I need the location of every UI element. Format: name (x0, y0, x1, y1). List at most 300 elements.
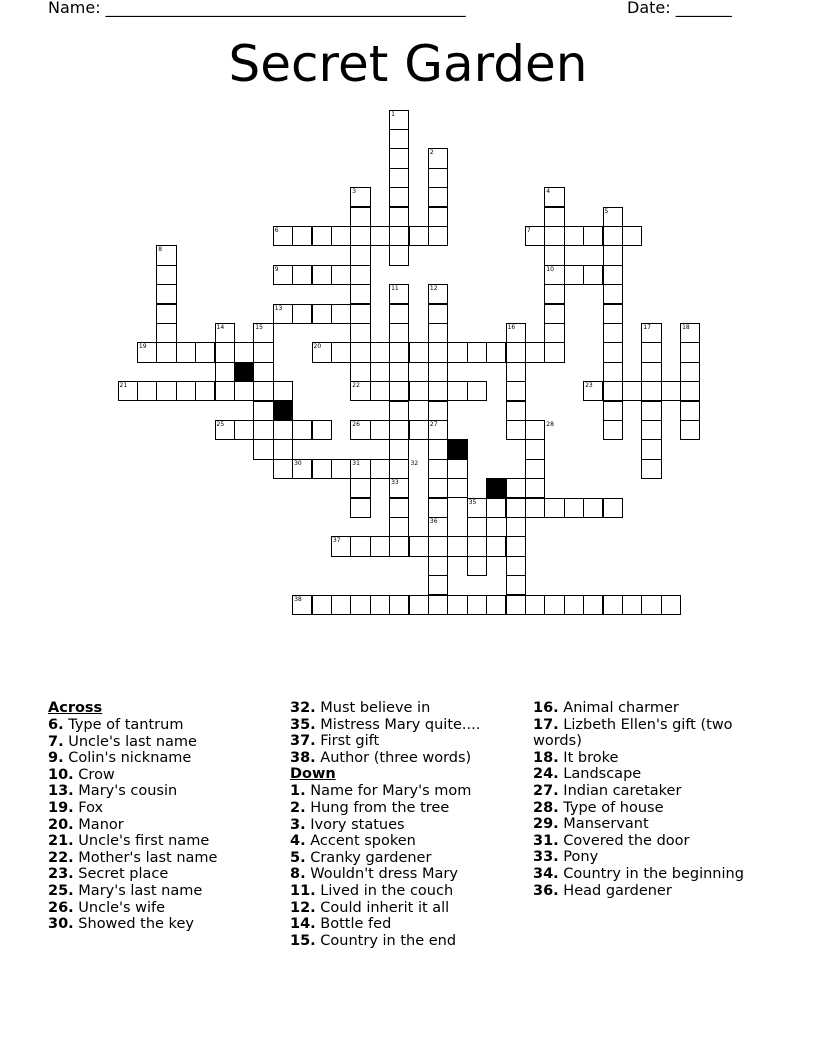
grid-cell[interactable] (641, 362, 661, 382)
clue-number: 34 (488, 479, 496, 487)
grid-cell[interactable] (467, 342, 487, 362)
grid-cell[interactable] (486, 595, 506, 615)
grid-cell[interactable] (544, 498, 564, 518)
grid-cell[interactable] (583, 226, 603, 246)
clue-text: Manor (73, 816, 124, 833)
grid-cell[interactable] (350, 595, 370, 615)
grid-cell[interactable] (467, 517, 487, 537)
grid-cell[interactable] (525, 459, 545, 479)
clue-number-label: 12. (290, 899, 316, 916)
grid-cell[interactable] (292, 420, 312, 440)
grid-cell[interactable] (331, 459, 351, 479)
date-field[interactable]: Date: _______ (627, 0, 732, 17)
clue (48, 717, 278, 734)
clue-text: Head gardener (558, 882, 672, 899)
grid-cell[interactable] (312, 420, 332, 440)
grid-cell[interactable] (370, 595, 390, 615)
grid-cell[interactable] (350, 207, 370, 227)
clue-text: Mary's cousin (73, 783, 178, 800)
grid-cell[interactable] (506, 362, 526, 382)
grid-cell[interactable] (370, 420, 390, 440)
grid-cell[interactable] (680, 420, 700, 440)
grid-cell[interactable] (603, 265, 623, 285)
clue-number: 7 (526, 226, 531, 234)
grid-cell[interactable] (156, 304, 176, 324)
grid-cell[interactable] (253, 362, 273, 382)
clue-number: 28 (546, 420, 554, 428)
grid-cell[interactable] (428, 207, 448, 227)
clue-text: Manservant (558, 816, 649, 833)
grid-cell[interactable] (603, 401, 623, 421)
grid-cell[interactable] (506, 342, 526, 362)
grid-cell[interactable] (370, 342, 390, 362)
clue-number: 19 (138, 343, 147, 351)
grid-cell[interactable] (525, 439, 545, 459)
clue-number-label: 18. (533, 749, 559, 766)
clue-number: 4 (546, 188, 551, 196)
clue-text: Must believe in (315, 700, 431, 716)
grid-cell[interactable] (506, 556, 526, 576)
clue-number-label: 29. (533, 816, 559, 833)
grid-cell[interactable] (428, 556, 448, 576)
grid-cell[interactable] (641, 439, 661, 459)
grid-cell[interactable] (680, 362, 700, 382)
grid-cell[interactable] (389, 207, 409, 227)
clue-number: 16 (507, 323, 516, 331)
grid-cell[interactable] (156, 323, 176, 343)
clue (533, 700, 778, 717)
grid-cell[interactable] (389, 401, 409, 421)
grid-cell[interactable] (525, 478, 545, 498)
grid-cell[interactable] (428, 459, 448, 479)
clue-number-label: 8. (290, 866, 306, 883)
grid-cell[interactable] (389, 536, 409, 556)
grid-cell[interactable] (506, 595, 526, 615)
clue (533, 783, 778, 800)
grid-cell[interactable] (253, 381, 273, 401)
clue-text: Crow (73, 766, 115, 783)
clue-number-label: 5. (290, 849, 306, 866)
grid-cell[interactable] (486, 498, 506, 518)
grid-cell[interactable] (428, 498, 448, 518)
grid-cell[interactable] (409, 381, 429, 401)
grid-cell[interactable] (389, 323, 409, 343)
clue-number: 33 (391, 479, 399, 487)
grid-cell[interactable] (603, 284, 623, 304)
clue-number: 5 (604, 207, 609, 215)
grid-cell[interactable] (544, 245, 564, 265)
clue-text: Hung from the tree (305, 799, 450, 816)
grid-cell[interactable] (389, 459, 409, 479)
clue (533, 883, 778, 900)
grid-cell[interactable] (389, 304, 409, 324)
grid-cell[interactable] (350, 284, 370, 304)
clue-text: Ivory statues (305, 816, 405, 833)
clue-text: Cranky gardener (305, 849, 432, 866)
clue-number-label: 11. (290, 882, 316, 899)
grid-cell[interactable] (370, 381, 390, 401)
clue (533, 750, 778, 767)
grid-cell[interactable] (195, 381, 215, 401)
grid-cell[interactable] (312, 226, 332, 246)
grid-cell[interactable] (350, 304, 370, 324)
grid-cell[interactable] (641, 401, 661, 421)
grid-cell[interactable] (137, 381, 157, 401)
grid-cell[interactable] (641, 595, 661, 615)
grid-cell[interactable] (428, 342, 448, 362)
grid-cell[interactable] (156, 265, 176, 285)
grid-cell[interactable] (428, 226, 448, 246)
grid-cell[interactable] (661, 595, 681, 615)
grid-cell[interactable] (564, 226, 584, 246)
grid-cell[interactable] (312, 595, 332, 615)
puzzle-title: Secret Garden (228, 35, 588, 93)
clue-text: Landscape (558, 766, 642, 783)
grid-cell[interactable] (389, 420, 409, 440)
clue-number-label: 1. (290, 783, 306, 800)
clue-number: 6 (274, 226, 279, 234)
grid-cell[interactable] (622, 595, 642, 615)
clue-number-label: 9. (48, 750, 64, 767)
grid-cell[interactable] (467, 381, 487, 401)
grid-cell[interactable] (389, 595, 409, 615)
clue-number-label: 28. (533, 799, 559, 816)
clue (290, 850, 522, 867)
grid-cell[interactable] (544, 304, 564, 324)
section-heading: Down (290, 766, 336, 783)
grid-cell[interactable] (447, 536, 467, 556)
grid-cell[interactable] (428, 304, 448, 324)
grid-cell[interactable] (544, 284, 564, 304)
clue-number-label: 31. (533, 832, 559, 849)
grid-cell[interactable] (564, 595, 584, 615)
clue (533, 833, 778, 850)
clue-number-label: 26. (48, 899, 74, 916)
grid-cell[interactable] (583, 498, 603, 518)
clue-number: 12 (429, 285, 438, 293)
grid-cell[interactable] (409, 420, 429, 440)
grid-cell[interactable] (467, 556, 487, 576)
clue-text: First gift (315, 733, 380, 750)
grid-cell[interactable] (428, 575, 448, 595)
grid-cell[interactable] (350, 245, 370, 265)
clue (48, 734, 278, 751)
grid-cell[interactable] (331, 595, 351, 615)
grid-cell[interactable] (409, 536, 429, 556)
clue-text: Wouldn't dress Mary (305, 866, 458, 883)
grid-cell[interactable] (156, 284, 176, 304)
name-field[interactable]: Name: _____________________________________________ (48, 0, 466, 17)
grid-cell[interactable] (506, 575, 526, 595)
grid-cell[interactable] (447, 342, 467, 362)
grid-cell[interactable] (195, 342, 215, 362)
grid-cell[interactable] (389, 226, 409, 246)
grid-cell[interactable] (661, 381, 681, 401)
grid-cell[interactable] (273, 381, 293, 401)
clue-number: 37 (332, 537, 341, 545)
grid-cell[interactable] (525, 595, 545, 615)
grid-cell[interactable] (544, 207, 564, 227)
grid-cell[interactable] (603, 304, 623, 324)
grid-cell[interactable] (622, 226, 642, 246)
clue-number-label: 22. (48, 849, 74, 866)
grid-cell[interactable] (641, 420, 661, 440)
clue-text: Uncle's first name (73, 833, 210, 850)
grid-cell[interactable] (215, 342, 235, 362)
grid-cell[interactable] (680, 342, 700, 362)
grid-cell[interactable] (273, 439, 293, 459)
grid-cell[interactable] (253, 439, 273, 459)
grid-cell[interactable] (603, 595, 623, 615)
grid-cell[interactable] (409, 226, 429, 246)
clue (290, 916, 522, 933)
clue-text: Bottle fed (315, 916, 392, 933)
clue-number-label: 7. (48, 733, 64, 750)
clue (290, 900, 522, 917)
grid-cell[interactable] (447, 478, 467, 498)
grid-cell[interactable] (428, 401, 448, 421)
grid-cell[interactable] (525, 342, 545, 362)
grid-cell[interactable] (641, 381, 661, 401)
grid-cell[interactable] (506, 420, 526, 440)
grid-cell[interactable] (253, 401, 273, 421)
clue-number: 3 (352, 188, 357, 196)
grid-cell[interactable] (331, 304, 351, 324)
grid-cell[interactable] (525, 420, 545, 440)
clue-number-label: 33. (533, 849, 559, 866)
grid-cell[interactable] (564, 498, 584, 518)
grid-cell[interactable] (603, 245, 623, 265)
grid-cell[interactable] (603, 323, 623, 343)
grid-cell[interactable] (467, 536, 487, 556)
grid-cell[interactable] (156, 381, 176, 401)
clue-number: 13 (274, 304, 283, 312)
grid-cell[interactable] (680, 381, 700, 401)
grid-cell[interactable] (447, 595, 467, 615)
grid-cell[interactable] (486, 536, 506, 556)
grid-cell[interactable] (370, 536, 390, 556)
grid-cell[interactable] (389, 362, 409, 382)
grid-cell[interactable] (603, 498, 623, 518)
grid-cell[interactable] (350, 342, 370, 362)
clue-number-label: 32. (290, 700, 316, 716)
grid-cell[interactable] (234, 342, 254, 362)
grid-cell[interactable] (350, 265, 370, 285)
grid-cell[interactable] (428, 168, 448, 188)
clue-text: Uncle's wife (73, 899, 166, 916)
clue-number-label: 17. (533, 716, 559, 733)
grid-cell[interactable] (292, 304, 312, 324)
grid-cell[interactable] (544, 323, 564, 343)
grid-cell[interactable] (331, 342, 351, 362)
grid-cell[interactable] (603, 362, 623, 382)
grid-cell[interactable] (350, 323, 370, 343)
clue-text: It broke (558, 749, 619, 766)
grid-cell[interactable] (292, 265, 312, 285)
grid-cell[interactable] (428, 323, 448, 343)
clue-number: 22 (352, 382, 360, 390)
clue (48, 833, 278, 850)
clue-text: Mistress Mary quite.... (315, 716, 481, 733)
clue-text: Colin's nickname (63, 750, 192, 767)
clue-number: 17 (643, 323, 651, 331)
grid-cell[interactable] (350, 478, 370, 498)
grid-cell[interactable] (603, 381, 623, 401)
clue-text: Accent spoken (305, 833, 416, 850)
grid-cell[interactable] (389, 517, 409, 537)
grid-cell[interactable] (467, 595, 487, 615)
grid-cell[interactable] (544, 226, 564, 246)
grid-cell[interactable] (389, 187, 409, 207)
clue-number-label: 34. (533, 865, 559, 882)
clue-text: Lived in the couch (315, 882, 454, 899)
grid-cell[interactable] (389, 245, 409, 265)
grid-cell[interactable] (234, 381, 254, 401)
clue (48, 800, 278, 817)
grid-cell[interactable] (312, 459, 332, 479)
grid-cell[interactable] (506, 478, 526, 498)
grid-cell[interactable] (603, 226, 623, 246)
grid-cell[interactable] (506, 381, 526, 401)
clue-text: Type of tantrum (63, 717, 184, 733)
grid-cell[interactable] (215, 381, 235, 401)
grid-cell[interactable] (603, 420, 623, 440)
grid-cell[interactable] (176, 342, 196, 362)
grid-cell[interactable] (331, 226, 351, 246)
clue-number: 18 (682, 323, 690, 331)
grid-cell[interactable] (292, 226, 312, 246)
clue-number-label: 4. (290, 833, 306, 850)
clue-number: 32 (410, 459, 419, 467)
clue-number-label: 14. (290, 916, 316, 933)
grid-cell[interactable] (350, 536, 370, 556)
grid-cell[interactable] (389, 129, 409, 149)
grid-cell[interactable] (525, 498, 545, 518)
grid-cell[interactable] (389, 148, 409, 168)
grid-cell[interactable] (409, 342, 429, 362)
grid-cell[interactable] (273, 420, 293, 440)
grid-cell[interactable] (428, 536, 448, 556)
grid-cell[interactable] (156, 342, 176, 362)
clue-number: 26 (352, 420, 360, 428)
grid-cell[interactable] (428, 478, 448, 498)
grid-cell[interactable] (641, 459, 661, 479)
grid-cell[interactable] (583, 595, 603, 615)
grid-cell[interactable] (603, 342, 623, 362)
grid-cell[interactable] (447, 381, 467, 401)
clue (290, 833, 522, 850)
clue-number: 24 (274, 401, 283, 409)
grid-cell[interactable] (389, 168, 409, 188)
grid-cell[interactable] (506, 498, 526, 518)
grid-cell[interactable] (447, 459, 467, 479)
clue (48, 883, 278, 900)
grid-cell[interactable] (176, 381, 196, 401)
clue-text: Showed the key (73, 916, 194, 933)
grid-cell[interactable] (350, 362, 370, 382)
grid-cell[interactable] (389, 381, 409, 401)
grid-cell[interactable] (389, 342, 409, 362)
clue-text: Mary's last name (73, 882, 203, 899)
clue-text: Country in the end (315, 932, 457, 949)
grid-cell[interactable] (253, 342, 273, 362)
grid-cell[interactable] (370, 459, 390, 479)
grid-cell[interactable] (389, 439, 409, 459)
clue-text: Uncle's last name (63, 733, 197, 750)
clue-number-label: 30. (48, 916, 74, 933)
clue-number-label: 2. (290, 799, 306, 816)
clue-number: 2 (429, 149, 434, 157)
clue-text: Secret place (73, 866, 169, 883)
clue (48, 916, 278, 933)
clue (290, 733, 522, 750)
clue-number: 14 (216, 323, 225, 331)
clue (533, 816, 778, 833)
grid-cell[interactable] (428, 362, 448, 382)
clue (290, 933, 522, 950)
grid-cell[interactable] (544, 342, 564, 362)
grid-cell[interactable] (389, 498, 409, 518)
clue-text: Fox (73, 799, 104, 816)
grid-cell[interactable] (428, 595, 448, 615)
clue-text: Could inherit it all (315, 899, 450, 916)
grid-cell[interactable] (506, 517, 526, 537)
clue-text: Pony (558, 849, 599, 866)
clue-number-label: 37. (290, 733, 316, 750)
clue (533, 866, 778, 883)
clue-number: 30 (294, 459, 302, 467)
grid-cell[interactable] (486, 342, 506, 362)
grid-cell[interactable] (564, 265, 584, 285)
grid-cell[interactable] (506, 401, 526, 421)
grid-cell[interactable] (409, 595, 429, 615)
grid-cell[interactable] (370, 226, 390, 246)
grid-cell[interactable] (350, 226, 370, 246)
clues-column-3 (533, 700, 778, 899)
clue-number: 11 (391, 285, 399, 293)
grid-cell[interactable] (312, 265, 332, 285)
clue (290, 866, 522, 883)
grid-cell[interactable] (680, 401, 700, 421)
grid-cell[interactable] (544, 595, 564, 615)
grid-cell[interactable] (273, 459, 293, 479)
clue-number-label: 3. (290, 816, 306, 833)
grid-cell[interactable] (428, 187, 448, 207)
grid-cell[interactable] (312, 304, 332, 324)
grid-cell[interactable] (641, 342, 661, 362)
grid-cell[interactable] (428, 439, 448, 459)
grid-cell[interactable] (253, 420, 273, 440)
grid-cell[interactable] (622, 381, 642, 401)
grid-cell[interactable] (583, 265, 603, 285)
grid-cell[interactable] (506, 536, 526, 556)
section-heading: Across (48, 700, 103, 716)
clue-number-label: 13. (48, 783, 74, 800)
clue-number: 35 (468, 498, 477, 506)
clue (48, 767, 278, 784)
grid-cell[interactable] (234, 420, 254, 440)
clue-text: Type of house (558, 799, 664, 816)
grid-cell[interactable] (350, 498, 370, 518)
grid-cell[interactable] (215, 362, 235, 382)
grid-cell[interactable] (428, 381, 448, 401)
clue-number: 8 (158, 246, 163, 254)
clue-text: Mother's last name (73, 849, 218, 866)
clue-number: 25 (216, 420, 225, 428)
clue-text: Country in the beginning (558, 865, 744, 882)
grid-cell[interactable] (331, 265, 351, 285)
clue (48, 866, 278, 883)
